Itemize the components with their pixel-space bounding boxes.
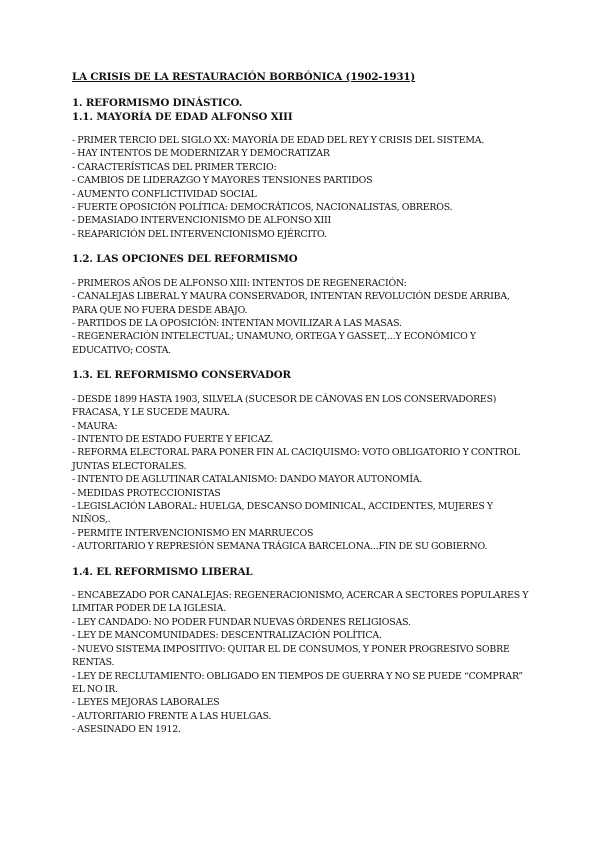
spacer	[72, 124, 532, 134]
section-1-2-heading: 1.2. LAS OPCIONES DEL REFORMISMO	[72, 253, 298, 266]
list-item: - LEY CANDADO: NO PODER FUNDAR NUEVAS ÓRDENES RELIGIOSAS.	[72, 616, 411, 628]
list-item: - LEY DE MANCOMUNIDADES: DESCENTRALIZACIÓN POLÍTICA.	[72, 630, 382, 642]
section-1-4-heading: 1.4. EL REFORMISMO LIBERAL	[72, 565, 253, 578]
list-item: - PERMITE INTERVENCIONISMO EN MARRUECOS	[72, 527, 314, 539]
list-item: - LEYES MEJORAS LABORALES	[72, 697, 220, 709]
list-item: - LEY DE RECLUTAMIENTO: OBLIGADO EN TIEMPOS DE GUERRA Y NO SE PUEDE “COMPRAR” EL NO IR.	[72, 670, 523, 695]
spacer	[72, 357, 532, 369]
spacer	[72, 267, 532, 277]
section-1-3-heading: 1.3. EL REFORMISMO CONSERVADOR	[72, 369, 291, 382]
section-1-heading: 1. REFORMISMO DINÁSTICO.	[72, 97, 243, 109]
spacer	[72, 241, 532, 253]
spacer	[72, 554, 532, 566]
list-item: - REAPARICIÓN DEL INTERVENCIONISMO EJÉRCITO.	[72, 228, 327, 240]
list-item: - CARACTERÍSTICAS DEL PRIMER TERCIO:	[72, 161, 277, 173]
list-item: - DESDE 1899 HASTA 1903, SILVELA (SUCESOR DE CÁNOVAS EN LOS CONSERVADORES) FRACASA, Y LE SUCEDE MAURA.	[72, 393, 497, 419]
section-1-1-heading: 1.1. MAYORÍA DE EDAD ALFONSO XIII	[72, 110, 293, 123]
list-item: - INTENTO DE ESTADO FUERTE Y EFICAZ.	[72, 433, 274, 445]
list-item: - DEMASIADO INTERVENCIONISMO DE ALFONSO XIII	[72, 215, 331, 227]
list-item: - HAY INTENTOS DE MODERNIZAR Y DEMOCRATIZAR	[72, 148, 330, 160]
list-item: - AUTORITARIO Y REPRESIÓN SEMANA TRÁGICA BARCELONA...FIN DE SU GOBIERNO.	[72, 541, 488, 553]
list-item: - INTENTO DE AGLUTINAR CATALANISMO: DANDO MAYOR AUTONOMÍA.	[72, 474, 423, 486]
list-item: - AUMENTO CONFLICTIVIDAD SOCIAL	[72, 188, 257, 200]
list-item: - LEGISLACIÓN LABORAL: HUELGA, DESCANSO DOMINICAL, ACCIDENTES, MUJERES Y NIÑOS,.	[72, 500, 493, 526]
list-item: - MAURA:	[72, 420, 118, 432]
list-item: - PRIMER TERCIO DEL SIGLO XX: MAYORÍA DE EDAD DEL REY Y CRISIS DEL SISTEMA.	[72, 135, 485, 146]
list-item: - CANALEJAS LIBERAL Y MAURA CONSERVADOR, INTENTAN REVOLUCIÓN DESDE ARRIBA, PARA QUE NO FUERA DESDE ABAJO.	[72, 291, 510, 316]
list-item: - ENCABEZADO POR CANALEJAS: REGENERACIONISMO, ACERCAR A SECTORES POPULARES Y LIMITAR PODER DE LA IGLESIA.	[72, 590, 529, 615]
list-item: - PRIMEROS AÑOS DE ALFONSO XIII: INTENTOS DE REGENERACIÓN:	[72, 277, 407, 289]
list-item: - MEDIDAS PROTECCIONISTAS	[72, 487, 221, 499]
document-page	[72, 70, 532, 737]
list-item: - ASESINADO EN 1912.	[72, 724, 181, 736]
spacer	[72, 579, 532, 589]
list-item: - FUERTE OPOSICIÓN POLÍTICA: DEMOCRÁTICOS, NACIONALISTAS, OBREROS.	[72, 202, 453, 214]
spacer	[72, 383, 532, 393]
document-title: LA CRISIS DE LA RESTAURACIÓN BORBÓNICA (1902-1931)	[72, 71, 416, 83]
list-item: - CAMBIOS DE LIDERAZGO Y MAYORES TENSIONES PARTIDOS	[72, 175, 373, 187]
list-item: - PARTIDOS DE LA OPOSICIÓN: INTENTAN MOVILIZAR A LAS MASAS.	[72, 317, 402, 329]
list-item: - NUEVO SISTEMA IMPOSITIVO: QUITAR EL DE CONSUMOS, Y PONER PROGRESIVO SOBRE RENTAS.	[72, 643, 510, 669]
spacer	[72, 84, 532, 97]
list-item: - REFORMA ELECTORAL PARA PONER FIN AL CACIQUISMO: VOTO OBLIGATORIO Y CONTROL JUNTAS ELECTORALES.	[72, 447, 520, 472]
list-item: - AUTORITARIO FRENTE A LAS HUELGAS.	[72, 710, 272, 722]
list-item: - REGENERACIÓN INTELECTUAL; UNAMUNO, ORTEGA Y GASSET,...Y ECONÓMICO Y EDUCATIVO; COSTA.	[72, 331, 476, 356]
